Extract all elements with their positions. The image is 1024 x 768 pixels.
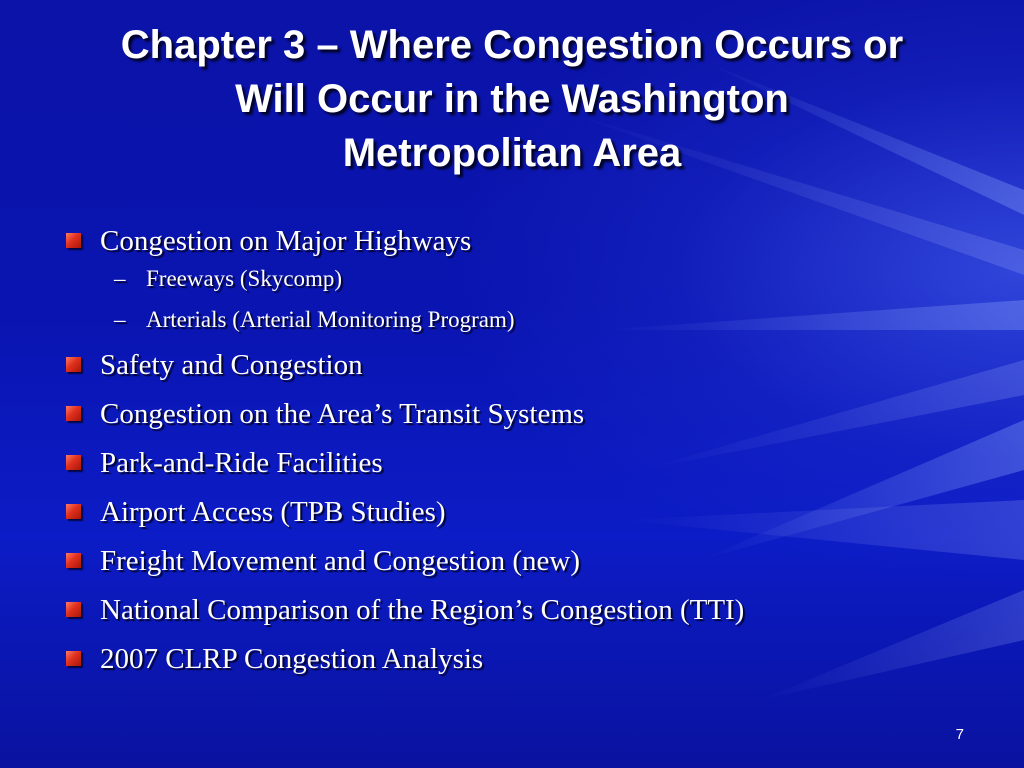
bullet-item — [66, 591, 986, 640]
bullet-text: 2007 CLRP Congestion Analysis — [100, 643, 484, 675]
bullet-text: Park-and-Ride Facilities — [100, 447, 383, 479]
dash-marker: – — [114, 266, 126, 291]
dash-marker: – — [114, 307, 126, 332]
bullet-square-icon — [66, 406, 81, 421]
bullet-text: Congestion on the Area’s Transit Systems — [100, 398, 585, 430]
bullet-text: Safety and Congestion — [100, 349, 363, 381]
sub-bullet-item — [66, 305, 986, 346]
bullet-list — [66, 222, 986, 689]
bullet-item — [66, 444, 986, 493]
bullet-text: Freight Movement and Congestion (new) — [100, 545, 581, 577]
bullet-square-icon — [66, 553, 81, 568]
bullet-item — [66, 222, 986, 264]
bullet-square-icon — [66, 504, 81, 519]
sub-bullet-item — [66, 264, 986, 305]
slide-title-line: Metropolitan Area — [342, 131, 682, 175]
sub-bullet-text: Freeways (Skycomp) — [146, 266, 343, 291]
slide-title-line: Chapter 3 – Where Congestion Occurs or — [120, 23, 904, 67]
bullet-item — [66, 542, 986, 591]
slide-title — [40, 18, 984, 180]
bullet-square-icon — [66, 651, 81, 666]
bullet-text: National Comparison of the Region’s Congestion (TTI) — [100, 594, 745, 626]
bullet-square-icon — [66, 357, 81, 372]
bullet-square-icon — [66, 602, 81, 617]
bullet-item — [66, 493, 986, 542]
bullet-square-icon — [66, 233, 81, 248]
slide-title-line: Will Occur in the Washington — [235, 77, 789, 121]
bullet-item — [66, 640, 986, 689]
bullet-square-icon — [66, 455, 81, 470]
bullet-text: Airport Access (TPB Studies) — [100, 496, 446, 528]
bullet-item — [66, 346, 986, 395]
sub-bullet-text: Arterials (Arterial Monitoring Program) — [146, 307, 515, 332]
bullet-text: Congestion on Major Highways — [100, 225, 472, 257]
bullet-item — [66, 395, 986, 444]
page-number: 7 — [955, 726, 964, 743]
